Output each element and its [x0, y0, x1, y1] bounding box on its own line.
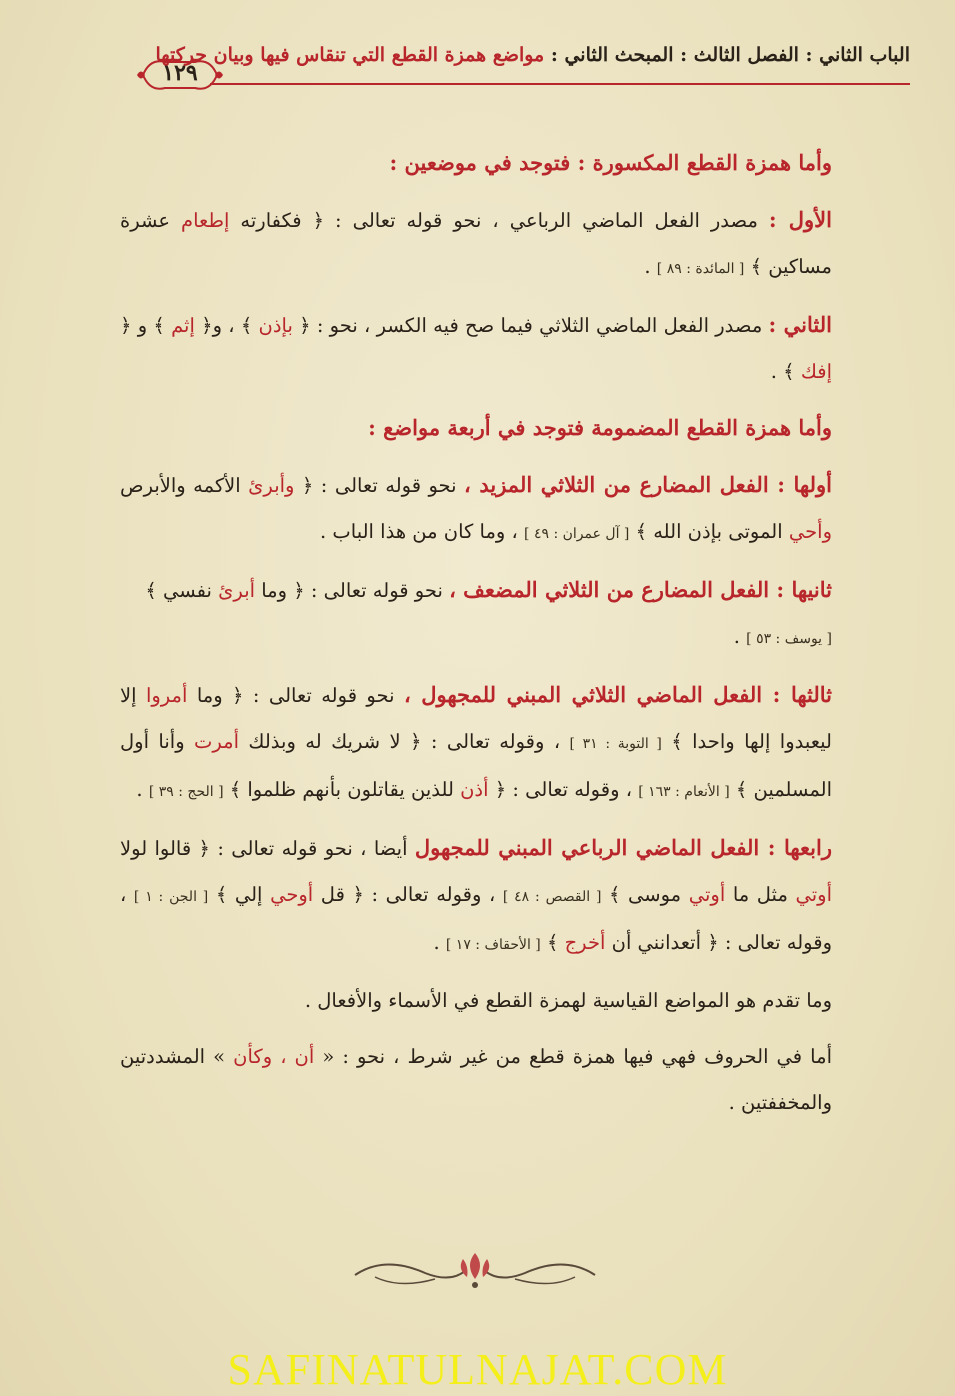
- paragraph-item-2: ثانيها : الفعل المضارع من الثلاثي المضعف ، نحو قوله تعالى : ﴿ وما أبرئ نفسي ﴾ [ يوسف : ٥٣ ] .: [145, 577, 832, 648]
- closing-paragraph-2: أما في الحروف فهي فيها همزة قطع من غير شرط ، نحو : « أن ، وكأن » المشددتين والمخففتين .: [120, 1045, 832, 1114]
- header-rule: [210, 83, 910, 85]
- paragraph-item-4: رابعها : الفعل الماضي الرباعي المبني للمجهول أيضا ، نحو قوله تعالى : ﴿ قالوا لولا أوتي مثل ما أوتي موسى ﴾ [ القصص : ٤٨ ] ، وقوله تعالى : ﴿ قل أوحي إلي ﴾ [ الجن : ١ ] ، وقوله تعالى : ﴿ أتعدانني أن أخرج ﴾ [ الأحقاف : ١٧ ] .: [120, 835, 832, 954]
- section-heading: وأما همزة القطع المضمومة فتوجد في أربعة مواضع :: [368, 415, 832, 440]
- header-title: [155, 44, 910, 66]
- header-title-highlight: مواضع همزة القطع التي تنقاس فيها وبيان حركتها: [155, 44, 545, 66]
- header-title-part: الباب الثاني : الفصل الثالث : المبحث الثاني :: [544, 44, 910, 66]
- closing-paragraph-1: وما تقدم هو المواضع القياسية لهمزة القطع في الأسماء والأفعال .: [304, 989, 832, 1012]
- end-ornament-icon: [345, 1245, 605, 1295]
- paragraph-second-case: الثاني : مصدر الفعل الماضي الثلاثي فيما صح فيه الكسر ، نحو : ﴿ بإذن ﴾ ، و﴿ إثم ﴾ و ﴿ إفك ﴾ .: [120, 312, 832, 383]
- paragraph-item-1: أولها : الفعل المضارع من الثلاثي المزيد ، نحو قوله تعالى : ﴿ وأبرئ الأكمه والأبرص وأحي الموتى بإذن الله ﴾ [ آل عمران : ٤٩ ] ، وما كان من هذا الباب .: [120, 472, 832, 543]
- watermark-text: SAFINATULNAJAT.COM: [227, 1345, 728, 1394]
- main-text: [120, 140, 832, 1136]
- paragraph-item-3: ثالثها : الفعل الماضي الثلاثي المبني للمجهول ، نحو قوله تعالى : ﴿ وما أمروا إلا ليعبدوا إلها واحدا ﴾ [ التوبة : ٣١ ] ، وقوله تعالى : ﴿ لا شريك له وبذلك أمرت وأنا أول المسلمين ﴾ [ الأنعام : ١٦٣ ] ، وقوله تعالى : ﴿ أذن للذين يقاتلون بأنهم ظلموا ﴾ [ الحج : ٣٩ ] .: [120, 682, 832, 801]
- section-heading: وأما همزة القطع المكسورة : فتوجد في موضعين :: [389, 150, 832, 175]
- running-header: [120, 38, 910, 88]
- page-number: ١٢٩: [162, 60, 198, 86]
- paragraph-first-case: الأول : مصدر الفعل الماضي الرباعي ، نحو قوله تعالى : ﴿ فكفارته إطعام عشرة مساكين ﴾ [ المائدة : ٨٩ ] .: [120, 207, 832, 278]
